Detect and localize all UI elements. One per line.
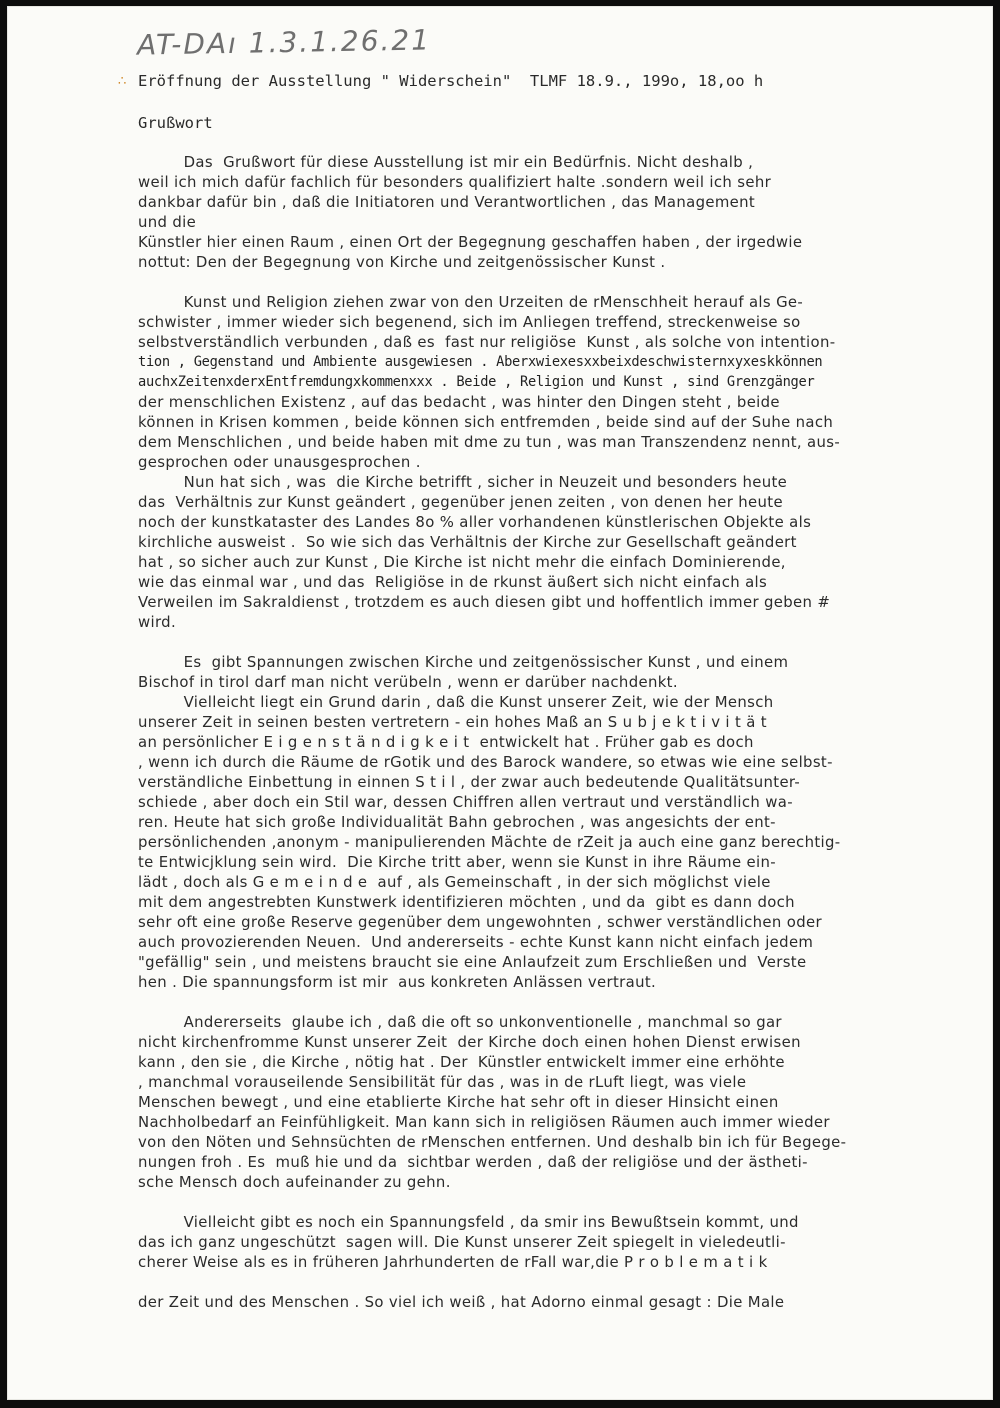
text-line: nottut: Den der Begegnung von Kirche und zeitgenössischer Kunst .	[138, 253, 666, 271]
text-line: Nun hat sich , was die Kirche betrifft , sicher in Neuzeit und besonders heute	[138, 473, 788, 491]
text-line: auch provozierenden Neuen. Und andererseits - echte Kunst kann nicht einfach jedem	[138, 933, 814, 951]
document-header: Eröffnung der Ausstellung " Widerschein" TLMF 18.9., 199o, 18,oo h	[138, 72, 764, 90]
text-line: und die	[138, 213, 197, 231]
text-line: das Verhältnis zur Kunst geändert , gegenüber jenen zeiten , von denen her heute	[138, 493, 783, 511]
text-line: cherer Weise als es in früheren Jahrhunderten de rFall war,die P r o b l e m a t i k	[138, 1253, 768, 1271]
text-line: unserer Zeit in seinen besten vertretern - ein hohes Maß an S u b j e k t i v i t ä t	[138, 713, 767, 731]
text-line: Das Grußwort für diese Ausstellung ist mir ein Bedürfnis. Nicht deshalb ,	[138, 153, 754, 171]
text-line: kann , den sie , die Kirche , nötig hat . Der Künstler entwickelt immer eine erhöhte	[138, 1053, 785, 1071]
text-line: verständliche Einbettung in einnen S t i l , der zwar auch bedeutende Qualitätsunter-	[138, 773, 801, 791]
text-line: nicht kirchenfromme Kunst unserer Zeit der Kirche doch einen hohen Dienst erwisen	[138, 1033, 801, 1051]
text-line: Vielleicht liegt ein Grund darin , daß die Kunst unserer Zeit, wie der Mensch	[138, 693, 774, 711]
text-line: dem Menschlichen , und beide haben mit dme zu tun , was man Transzendenz nennt, aus-	[138, 433, 841, 451]
paragraph-gap	[138, 1272, 993, 1292]
paragraph-gap	[138, 1192, 993, 1212]
text-line: das ich ganz ungeschützt sagen will. Die Kunst unserer Zeit spiegelt in vieledeutli-	[138, 1233, 786, 1251]
text-line: Kunst und Religion ziehen zwar von den Urzeiten de rMenschheit herauf als Ge-	[138, 293, 804, 311]
text-line: noch der kunstkataster des Landes 8o % aller vorhandenen künstlerischen Objekte als	[138, 513, 812, 531]
text-line: Nachholbedarf an Feinfühligkeit. Man kann sich in religiösen Räumen auch immer wieder	[138, 1113, 830, 1131]
text-line: , manchmal vorauseilende Sensibilität für das , was in de rLuft liegt, was viele	[138, 1073, 747, 1091]
text-line: "gefällig" sein , und meistens braucht sie eine Anlaufzeit zum Erschließen und Verste	[138, 953, 807, 971]
document-page	[7, 6, 993, 1400]
text-line: ren. Heute hat sich große Individualität Bahn gebrochen , was angesichts der ent-	[138, 813, 776, 831]
text-line: Verweilen im Sakraldienst , trotzdem es auch diesen gibt und hoffentlich immer geben #	[138, 593, 831, 611]
text-line: auchxZeitenxderxEntfremdungxkommenxxx . Beide , Religion und Kunst , sind Grenzgänger	[138, 374, 815, 390]
text-line: , wenn ich durch die Räume de rGotik und des Barock wandere, so etwas wie eine selbst-	[138, 753, 833, 771]
text-line: selbstverständlich verbunden , daß es fast nur religiöse Kunst , als solche von intention-	[138, 333, 836, 351]
section-heading: Grußwort	[138, 114, 213, 132]
text-line: weil ich mich dafür fachlich für besonders qualifiziert halte .sondern weil ich sehr	[138, 173, 772, 191]
text-line: dankbar dafür bin , daß die Initiatoren und Verantwortlichen , das Management	[138, 193, 756, 211]
text-line: der menschlichen Existenz , auf das bedacht , was hinter den Dingen steht , beide	[138, 393, 780, 411]
text-line: von den Nöten und Sehnsüchten de rMenschen entfernen. Und deshalb bin ich für Begege-	[138, 1133, 847, 1151]
text-line: sehr oft eine große Reserve gegenüber dem ungewohnten , schwer verständlichen oder	[138, 913, 822, 931]
archive-reference-handwritten: AT-DAı 1.3.1.26.21	[136, 23, 432, 62]
paragraph-gap	[138, 272, 993, 292]
text-line: wird.	[138, 613, 177, 631]
text-line: kirchliche ausweist . So wie sich das Verhältnis der Kirche zur Gesellschaft geändert	[138, 533, 797, 551]
text-line: Es gibt Spannungen zwischen Kirche und zeitgenössischer Kunst , und einem	[138, 653, 789, 671]
text-line: Bischof in tirol darf man nicht verübeln , wenn er darüber nachdenkt.	[138, 673, 678, 691]
text-line: wie das einmal war , und das Religiöse in de rkunst äußert sich nicht einfach als	[138, 573, 768, 591]
text-line: Menschen bewegt , und eine etablierte Kirche hat sehr oft in dieser Hinsicht einen	[138, 1093, 779, 1111]
text-line: der Zeit und des Menschen . So viel ich weiß , hat Adorno einmal gesagt : Die Male	[138, 1293, 785, 1311]
text-line: lädt , doch als G e m e i n d e auf , als Gemeinschaft , in der sich möglichst viele	[138, 873, 771, 891]
text-line: sche Mensch doch aufeinander zu gehn.	[138, 1173, 451, 1191]
body-text	[138, 152, 993, 1312]
paragraph-gap	[138, 992, 993, 1012]
text-line: Künstler hier einen Raum , einen Ort der Begegnung geschaffen haben , der irgedwie	[138, 233, 803, 251]
text-line: gesprochen oder unausgesprochen .	[138, 453, 421, 471]
text-line: an persönlicher E i g e n s t ä n d i g k e i t entwickelt hat . Früher gab es doch	[138, 733, 754, 751]
text-line: tion , Gegenstand und Ambiente ausgewiesen . Aberxwiexesxxbeixdeschwisternxyxeskkönnen	[138, 354, 823, 370]
text-line: schwister , immer wieder sich begenend, sich im Anliegen treffend, streckenweise so	[138, 313, 801, 331]
text-line: mit dem angestrebten Kunstwerk identifizieren möchten , und da gibt es dann doch	[138, 893, 795, 911]
text-line: hat , so sicher auch zur Kunst , Die Kirche ist nicht mehr die einfach Dominierende,	[138, 553, 786, 571]
header-marker: ∴	[118, 74, 127, 89]
text-line: te Entwicjklung sein wird. Die Kirche tritt aber, wenn sie Kunst in ihre Räume ein-	[138, 853, 776, 871]
text-line: hen . Die spannungsform ist mir aus konkreten Anlässen vertraut.	[138, 973, 657, 991]
text-line: persönlichenden ,anonym - manipulierenden Mächte de rZeit ja auch eine ganz berechtig-	[138, 833, 841, 851]
text-line: schiede , aber doch ein Stil war, dessen Chiffren allen vertraut und verständlich wa-	[138, 793, 793, 811]
text-line: Andererseits glaube ich , daß die oft so unkonventionelle , manchmal so gar	[138, 1013, 782, 1031]
paragraph-gap	[138, 632, 993, 652]
text-line: Vielleicht gibt es noch ein Spannungsfeld , da smir ins Bewußtsein kommt, und	[138, 1213, 799, 1231]
text-line: können in Krisen kommen , beide können sich entfremden , beide sind auf der Suhe nach	[138, 413, 834, 431]
text-line: nungen froh . Es muß hie und da sichtbar werden , daß der religiöse und der ästheti-	[138, 1153, 808, 1171]
